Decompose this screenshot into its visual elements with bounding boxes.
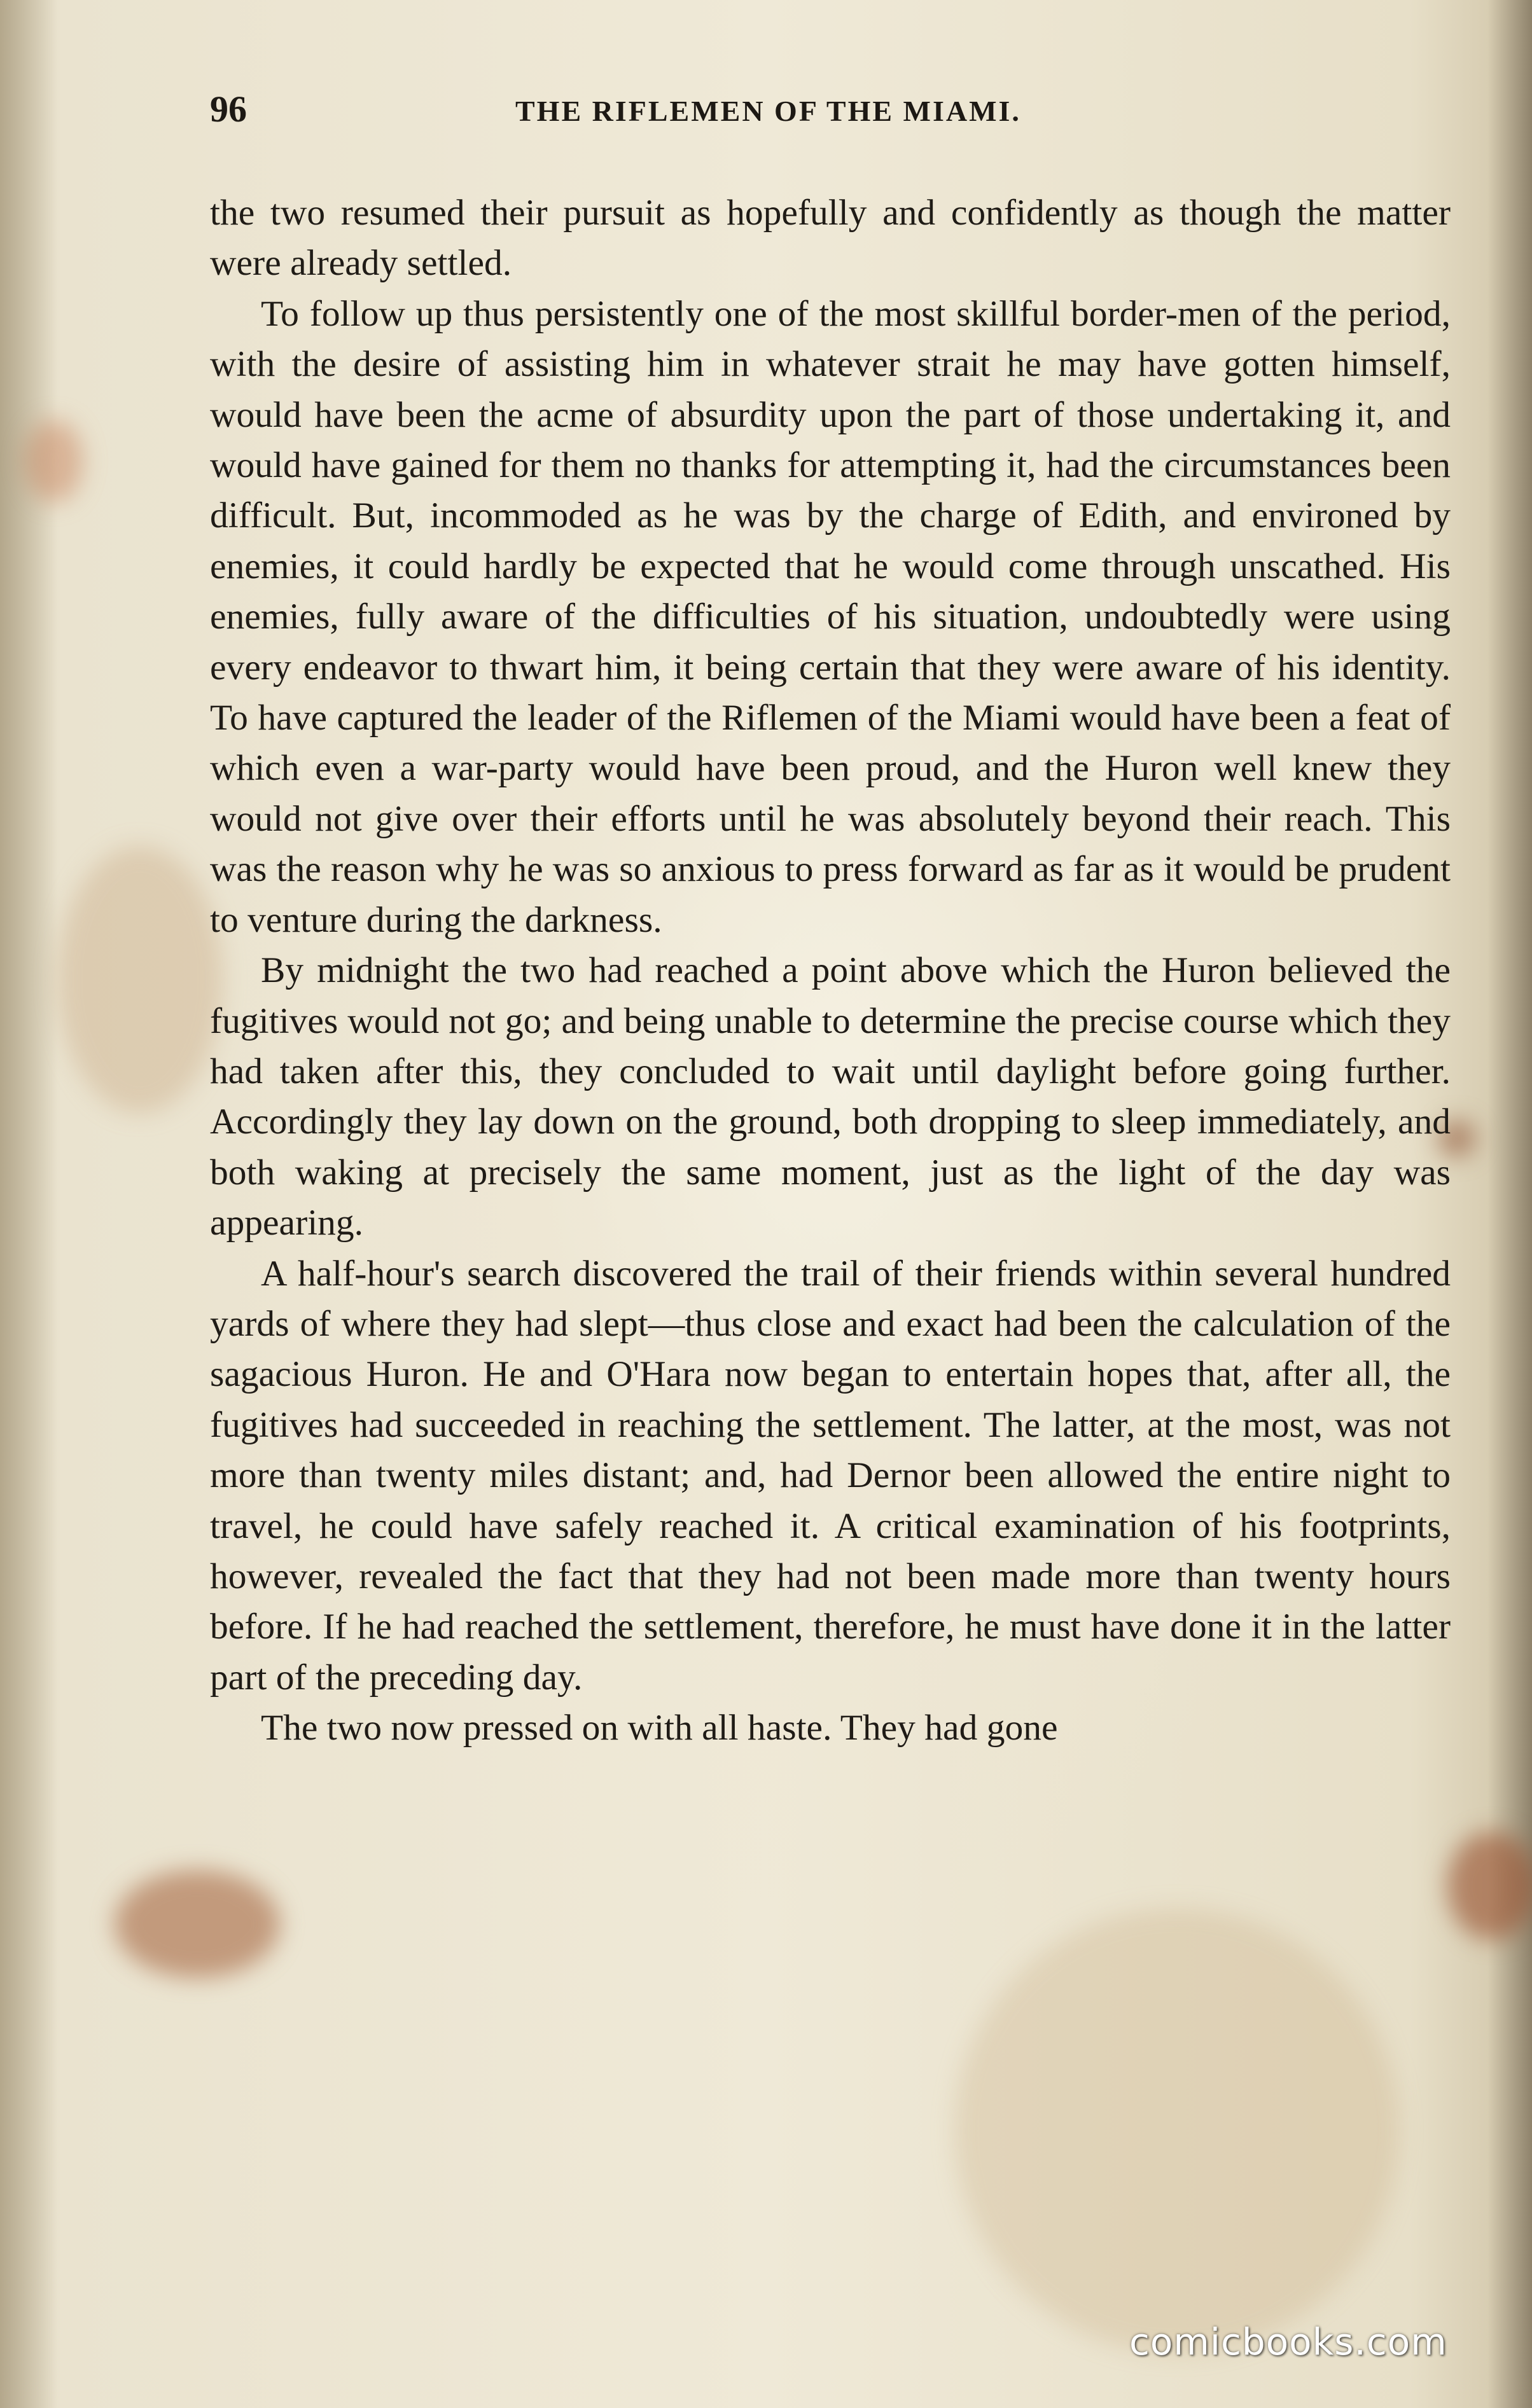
paragraph: By midnight the two had reached a point above which the Huron believed the fugitives would not go; and being unable to determine the precise course which they had taken after this, they concluded to wait until daylight before going further. Accordingly they lay down on the ground, both dropping to sleep immediately, and both waking at precisely the same moment, just as the light of the day was appearing.	[210, 950, 1451, 1243]
body-text	[210, 188, 1451, 1754]
paragraph: The two now pressed on with all haste. They had gone	[261, 1708, 1058, 1748]
page-header	[210, 88, 1451, 132]
running-head: THE RIFLEMEN OF THE MIAMI.	[515, 95, 1021, 127]
stain-mark	[115, 1870, 280, 1978]
paragraph: To follow up thus persistently one of the most skillful border-men of the period, with the desire of assisting him in whatever strait he may have gotten himself, would have been the acme of absurdity upon the part of those undertaking it, and would have gained for them no thanks for attempting it, had the circumstances been difficult. But, incommoded as he was by the charge of Edith, and environed by enemies, it could hardly be expected that he would come through unscathed. His enemies, fully aware of the difficulties of his situation, undoubtedly were using every endeavor to thwart him, it being certain that they were aware of his identity. To have captured the leader of the Riflemen of the Miami would have been a feat of which even a war-party would have been proud, and the Huron well knew they would not give over their efforts until he was absolutely beyond their reach. This was the reason why he was so anxious to press forward as far as it would be prudent to venture during the darkness.	[210, 293, 1451, 940]
stain-mark	[954, 1908, 1400, 2353]
watermark: comicbooks.com	[1129, 2320, 1447, 2363]
page-edge-shadow	[1487, 0, 1532, 2408]
stain-mark	[57, 846, 223, 1113]
page-number: 96	[210, 88, 247, 130]
gutter-shadow	[0, 0, 57, 2408]
stain-mark	[25, 420, 83, 502]
paragraph: the two resumed their pursuit as hopefully and confidently as though the matter were already settled.	[210, 193, 1451, 284]
paragraph: A half-hour's search discovered the trail of their friends within several hundred yards of where they had slept—thus close and exact had been the calculation of the sagacious Huron. He and O'Hara now began to entertain hopes that, after all, the fugitives had succeeded in reaching the settlement. The latter, at the most, was not more than twenty miles distant; and, had Dernor been allowed the entire night to travel, he could have safely reached it. A critical examination of his footprints, however, revealed the fact that they had not been made more than twenty hours before. If he had reached the settlement, therefore, he must have done it in the latter part of the preceding day.	[210, 1253, 1451, 1698]
stain-mark	[1447, 1832, 1532, 1940]
